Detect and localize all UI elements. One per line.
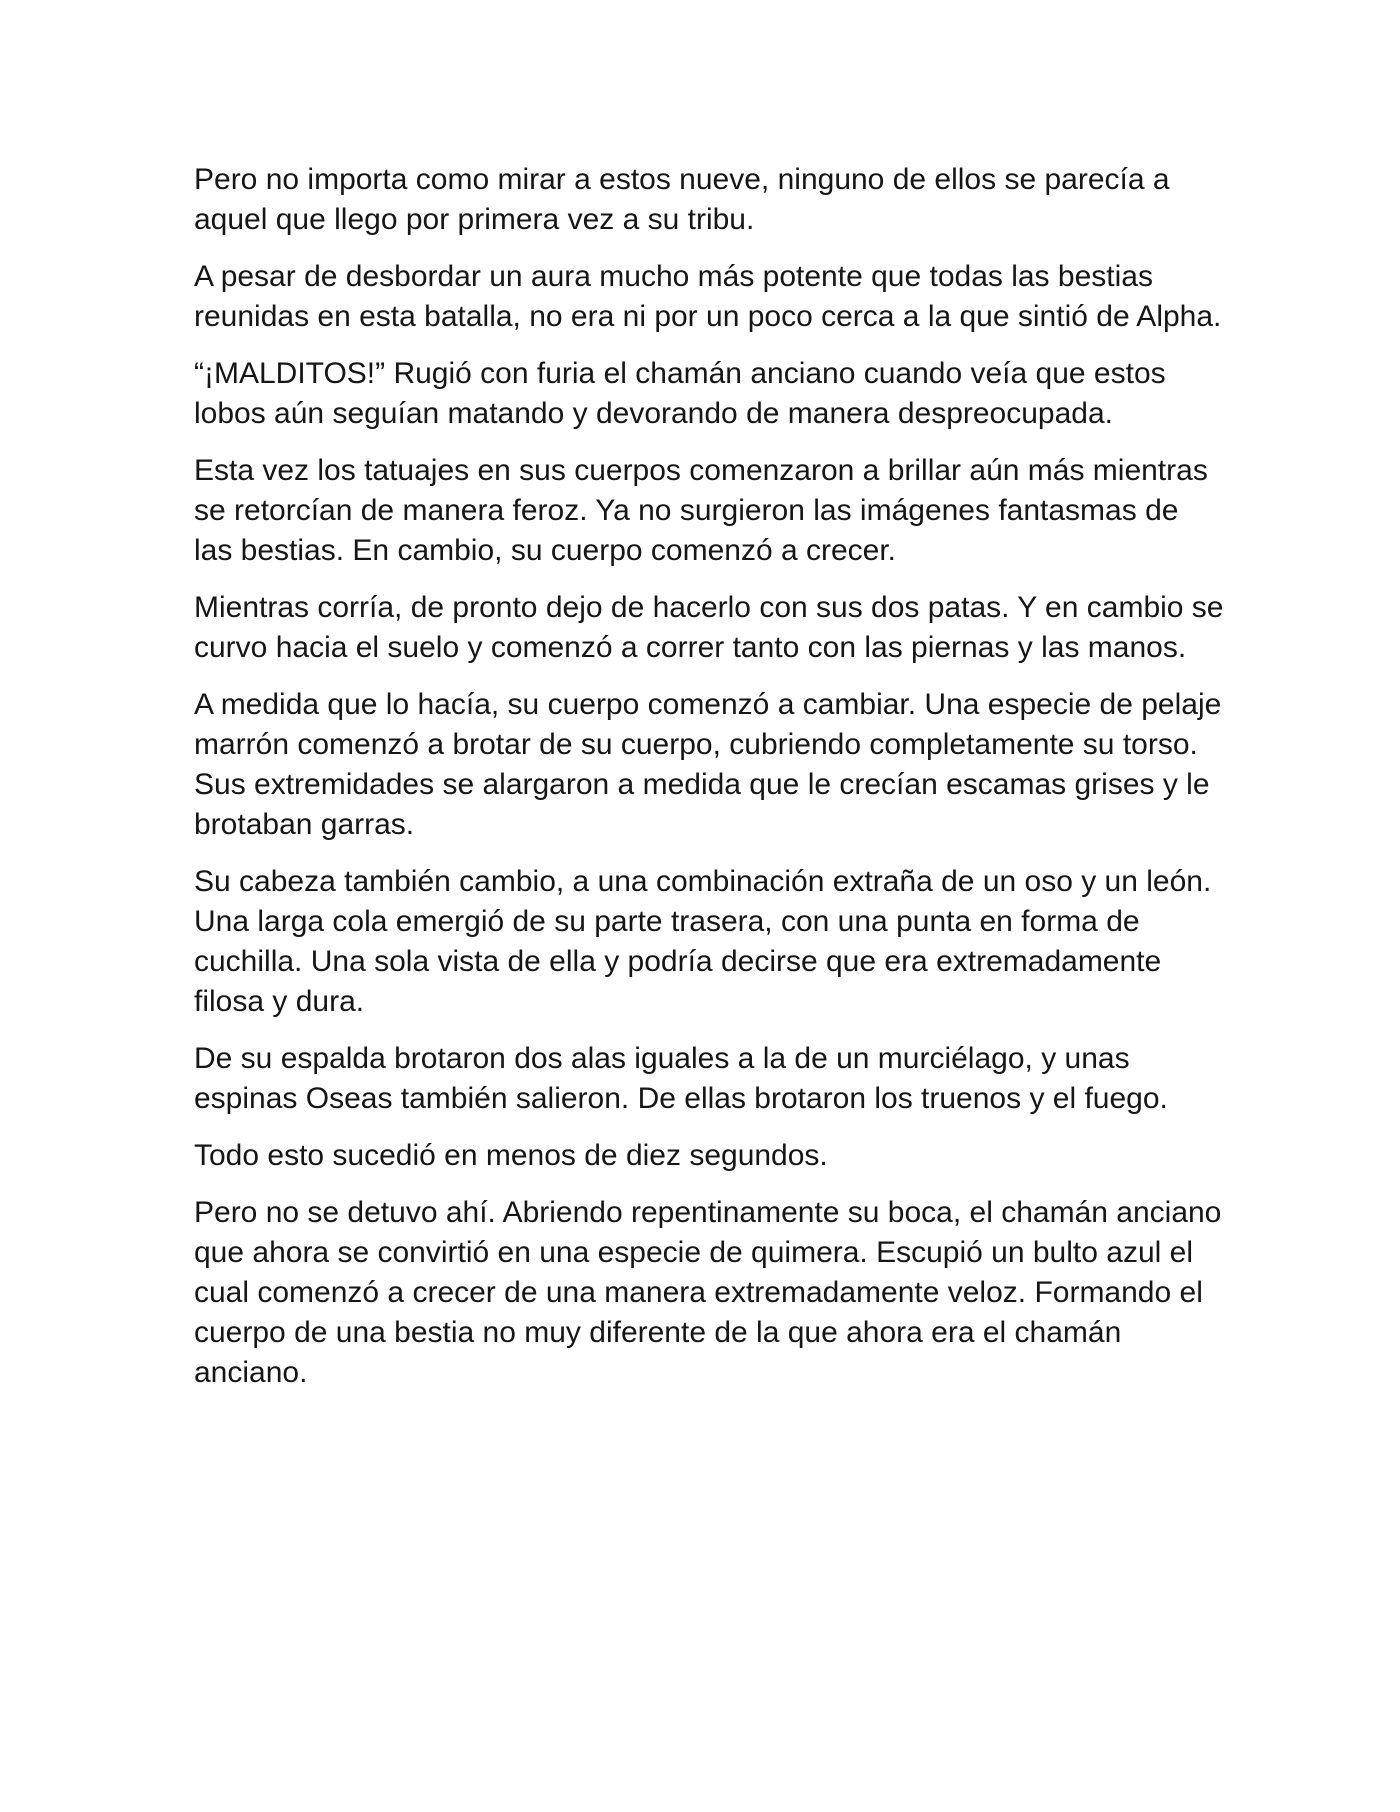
paragraph: Su cabeza también cambio, a una combinación extraña de un oso y un león. Una larga cola emergió de su parte trasera, con una punta en forma de cuchilla. Una sola vista de ella y podría decirse que era extremadamente filosa y dura. xyxy=(194,865,1212,1018)
paragraph: Mientras corría, de pronto dejo de hacerlo con sus dos patas. Y en cambio se curvo hacia el suelo y comenzó a correr tanto con las piernas y las manos. xyxy=(194,591,1224,664)
paragraph: Pero no importa como mirar a estos nueve, ninguno de ellos se parecía a aquel que llego por primera vez a su tribu. xyxy=(194,163,1170,236)
paragraph: A pesar de desbordar un aura mucho más potente que todas las bestias reunidas en esta batalla, no era ni por un poco cerca a la que sintió de Alpha. xyxy=(194,260,1222,333)
paragraph: Pero no se detuvo ahí. Abriendo repentinamente su boca, el chamán anciano que ahora se convirtió en una especie de quimera. Escupió un bulto azul el cual comenzó a crecer de una manera extremadamente veloz. Formando el cuerpo de una bestia no muy diferente de la que ahora era el chamán anciano. xyxy=(194,1196,1222,1389)
paragraph: “¡MALDITOS!” Rugió con furia el chamán anciano cuando veía que estos lobos aún seguían matando y devorando de manera despreocupada. xyxy=(194,357,1166,430)
paragraph: De su espalda brotaron dos alas iguales a la de un murciélago, y unas espinas Oseas también salieron. De ellas brotaron los truenos y el fuego. xyxy=(194,1042,1168,1115)
paragraph: A medida que lo hacía, su cuerpo comenzó a cambiar. Una especie de pelaje marrón comenzó a brotar de su cuerpo, cubriendo completamente su torso. Sus extremidades se alargaron a medida que le crecían escamas grises y le brotaban garras. xyxy=(194,688,1222,841)
document-body xyxy=(194,160,1224,1410)
paragraph: Todo esto sucedió en menos de diez segundos. xyxy=(194,1139,828,1172)
paragraph: Esta vez los tatuajes en sus cuerpos comenzaron a brillar aún más mientras se retorcían de manera feroz. Ya no surgieron las imágenes fantasmas de las bestias. En cambio, su cuerpo comenzó a crecer. xyxy=(194,454,1208,567)
